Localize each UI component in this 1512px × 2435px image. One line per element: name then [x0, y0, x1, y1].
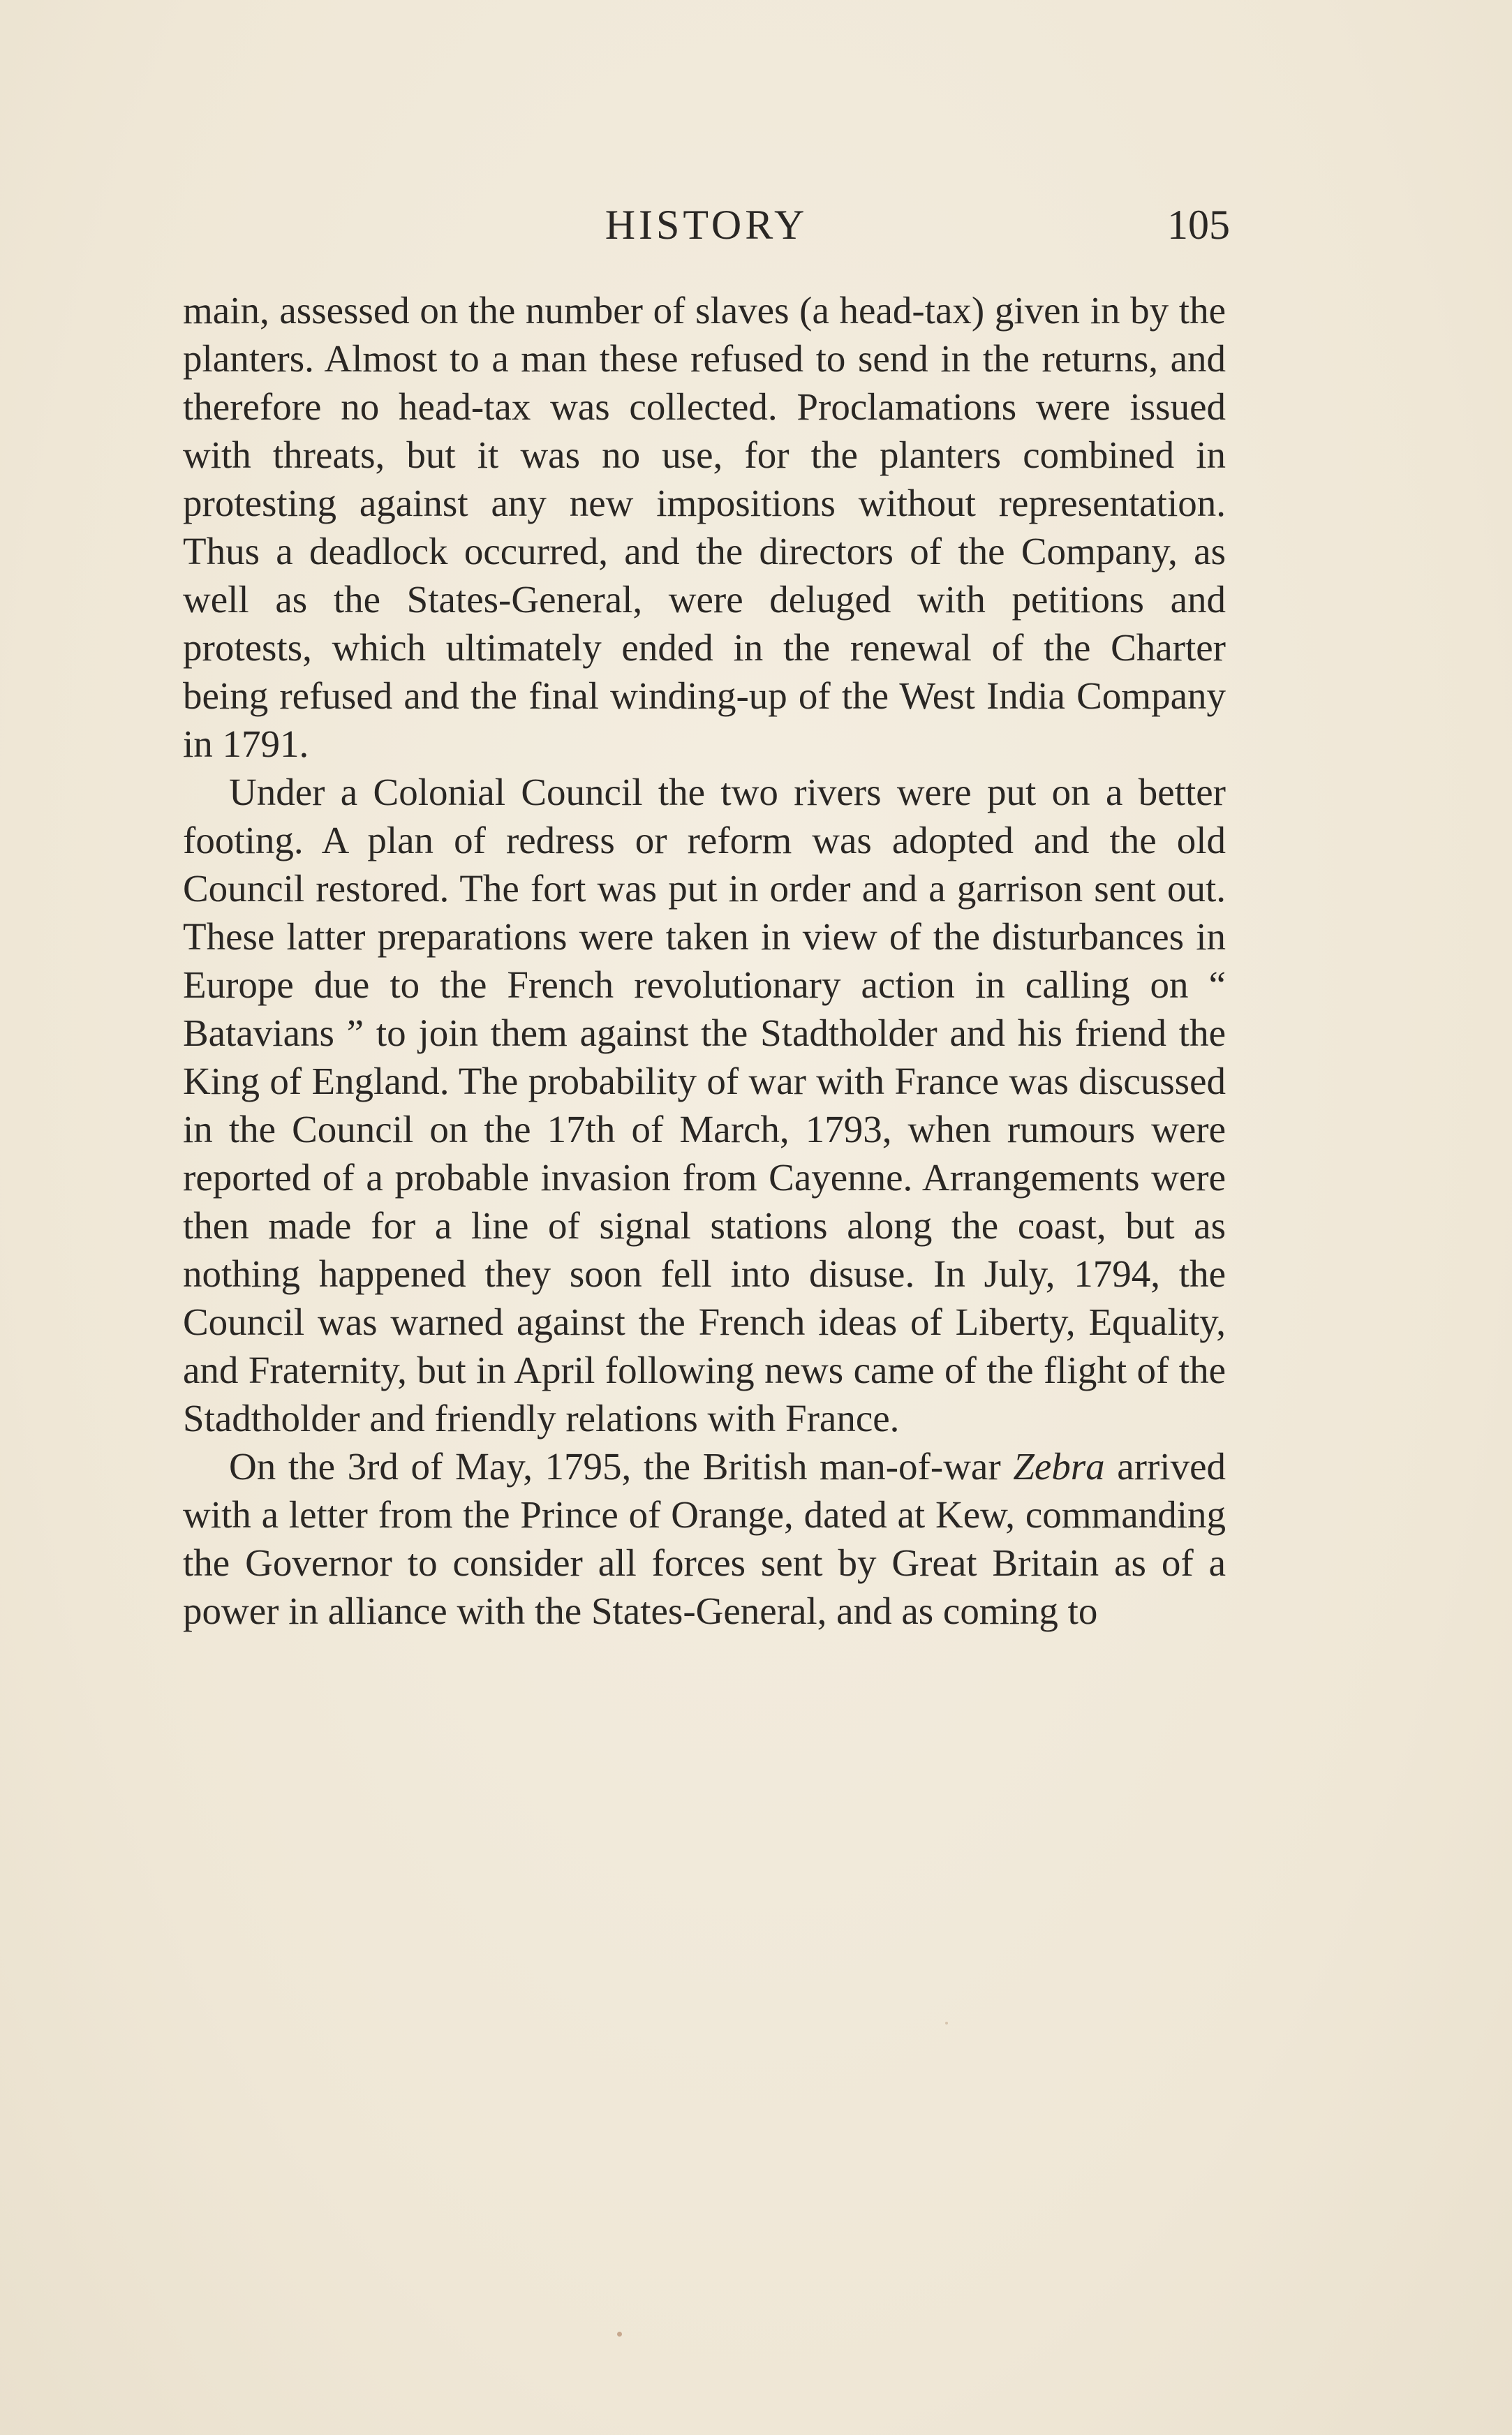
paper-speck — [617, 2332, 622, 2337]
paragraph-1: main, assessed on the number of slaves (a head-tax) given in by the planters. Almost to a man these refused to send in the returns, and therefore no head-tax was collected. Proclamations were issued with threats, but it was no use, for the planters combined in protesting against any new impositions without representation. Thus a deadlock occurred, and the directors of the Company, as well as the States-General, were deluged with petitions and protests, which ultimately ended in the renewal of the Charter being refused and the final winding-up of the West India Company in 1791. — [183, 289, 1226, 765]
page-number: 105 — [1167, 202, 1230, 248]
running-title: HISTORY — [605, 202, 808, 248]
ship-name: Zebra — [1013, 1445, 1105, 1488]
page-header — [183, 197, 1230, 253]
paper-speck — [945, 2022, 948, 2025]
paragraph-3-rest: arrived with a letter from the Prince of Orange, dated at Kew, commanding the Governor to consider all forces sent by Great Britain as of a power in alliance with the States-General, and as coming to — [183, 1445, 1226, 1632]
paragraph-2: Under a Colonial Council the two rivers were put on a better footing. A plan of redress or reform was adopted and the old Council restored. The fort was put in order and a garrison sent out. These latter preparations were taken in view of the disturbances in Europe due to the French revolutionary action in calling on “ Batavians ” to join them against the Stadtholder and his friend the King of England. The probability of war with France was discussed in the Council on the 17th of March, 1793, when rumours were reported of a probable invasion from Cayenne. Arrangements were then made for a line of signal stations along the coast, but as nothing happened they soon fell into disuse. In July, 1794, the Council was warned against the French ideas of Liberty, Equality, and Fraternity, but in April following news came of the flight of the Stadtholder and friendly relations with France. — [183, 771, 1226, 1439]
paragraph-3-start: On the 3rd of May, 1795, the British man-of-war — [229, 1445, 1001, 1488]
paragraph-3 — [183, 1442, 1226, 1635]
body-text — [183, 286, 1226, 1635]
